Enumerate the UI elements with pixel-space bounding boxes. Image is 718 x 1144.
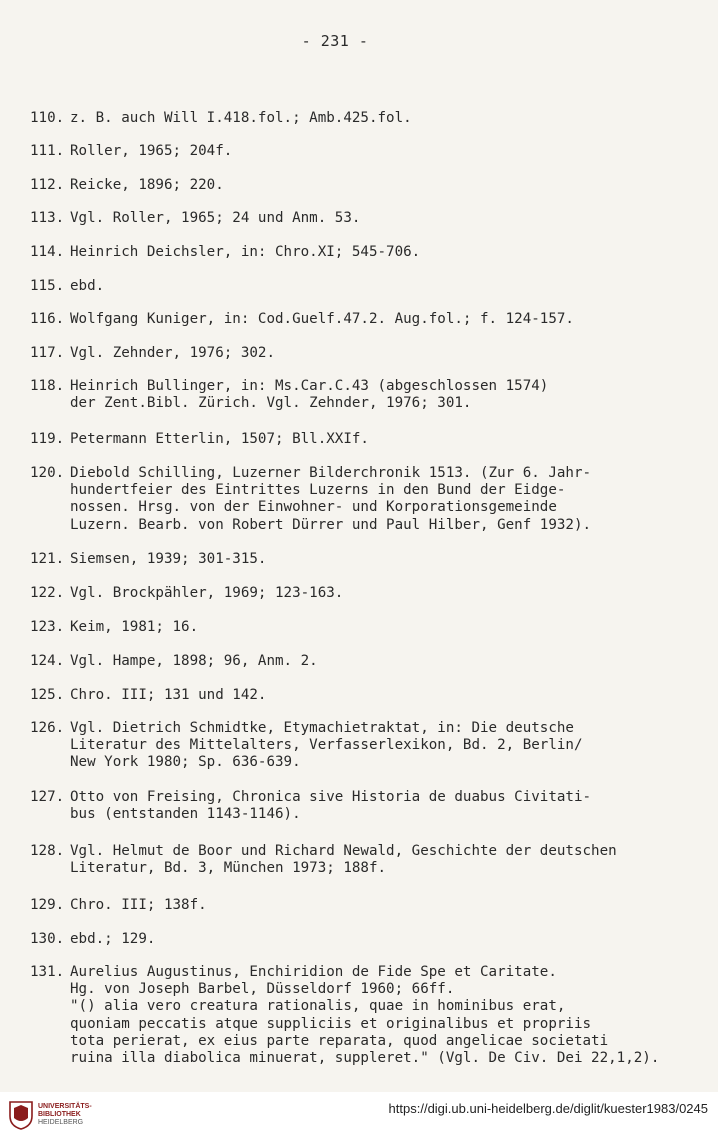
footnote-line: New York 1980; Sp. 636-639. <box>70 754 301 771</box>
footnote-117 <box>30 345 275 362</box>
footnote-126 <box>30 720 583 772</box>
footnote-text <box>70 687 266 704</box>
footnote-number: 120. <box>30 465 65 481</box>
footnote-line: Roller, 1965; 204f. <box>70 143 233 159</box>
footnote-number: 119. <box>30 431 65 447</box>
footnote-line: der Zent.Bibl. Zürich. Vgl. Zehnder, 1976; 301. <box>70 395 472 412</box>
footnote-number: 113. <box>30 210 65 226</box>
footnote-number: 129. <box>30 897 65 913</box>
footnote-number: 127. <box>30 789 65 805</box>
footnote-text <box>70 278 104 295</box>
footer-bar <box>0 1092 718 1144</box>
footnote-number: 122. <box>30 585 65 601</box>
footnote-number: 131. <box>30 964 65 980</box>
footnote-116 <box>30 311 574 328</box>
footnote-113 <box>30 210 360 227</box>
footnote-114 <box>30 244 420 261</box>
footnote-number: 125. <box>30 687 65 703</box>
footnote-121 <box>30 551 266 568</box>
footnote-131 <box>30 964 659 1067</box>
logo-line-1: UNIVERSITÄTS- <box>38 1103 92 1110</box>
footnote-line: Heinrich Bullinger, in: Ms.Car.C.43 (abgeschlossen 1574) <box>70 378 549 394</box>
footnote-line: Siemsen, 1939; 301-315. <box>70 551 267 567</box>
footnote-line: Petermann Etterlin, 1507; Bll.XXIf. <box>70 431 369 447</box>
footnote-text <box>70 585 343 602</box>
footnote-number: 124. <box>30 653 65 669</box>
footnote-line: Vgl. Dietrich Schmidtke, Etymachietraktat, in: Die deutsche <box>70 720 574 736</box>
library-logo[interactable] <box>8 1100 92 1130</box>
footnote-number: 130. <box>30 931 65 947</box>
footnote-text <box>70 244 420 261</box>
footnote-line: Heinrich Deichsler, in: Chro.XI; 545-706. <box>70 244 421 260</box>
footnote-text <box>70 653 318 670</box>
footnote-number: 115. <box>30 278 65 294</box>
footnote-line: Hg. von Joseph Barbel, Düsseldorf 1960; 66ff. <box>70 981 455 998</box>
footnote-line: ebd. <box>70 278 105 294</box>
footnote-line: Literatur, Bd. 3, München 1973; 188f. <box>70 860 387 877</box>
library-seal-icon <box>8 1100 34 1130</box>
footnote-text <box>70 378 548 412</box>
footnote-number: 116. <box>30 311 65 327</box>
footnote-line: z. B. auch Will I.418.fol.; Amb.425.fol. <box>70 110 412 126</box>
footnote-text <box>70 311 574 328</box>
footnote-line: Keim, 1981; 16. <box>70 619 199 635</box>
footnote-111 <box>30 143 232 160</box>
footnote-number: 111. <box>30 143 65 159</box>
footnote-line: Literatur des Mittelalters, Verfasserlexikon, Bd. 2, Berlin/ <box>70 737 583 754</box>
footnote-text <box>70 431 369 448</box>
footnote-120 <box>30 465 591 534</box>
footnote-line: tota perierat, ex eius parte reparata, quod angelicae societati <box>70 1032 609 1049</box>
footnote-line: bus (entstanden 1143-1146). <box>70 806 301 823</box>
footnote-number: 110. <box>30 110 65 126</box>
footnote-number: 112. <box>30 177 65 193</box>
footnote-line: Vgl. Hampe, 1898; 96, Anm. 2. <box>70 653 318 669</box>
footnote-number: 117. <box>30 345 65 361</box>
page-number: - 231 - <box>301 32 369 50</box>
footnote-line: ruina illa diabolica minuerat, suppleret." (Vgl. De Civ. Dei 22,1,2). <box>70 1050 660 1067</box>
footnote-text <box>70 110 412 127</box>
footnote-text <box>70 897 207 914</box>
footnote-text <box>70 465 591 534</box>
footnote-line: "() alia vero creatura rationalis, quae in hominibus erat, <box>70 998 566 1015</box>
footnote-number: 114. <box>30 244 65 260</box>
footnote-line: Aurelius Augustinus, Enchiridion de Fide Spe et Caritate. <box>70 964 557 980</box>
footnote-line: ebd.; 129. <box>70 931 156 947</box>
footnote-line: Vgl. Helmut de Boor und Richard Newald, Geschichte der deutschen <box>70 843 617 859</box>
footnote-119 <box>30 431 369 448</box>
footnote-text <box>70 210 360 227</box>
logo-line-2: BIBLIOTHEK <box>38 1111 81 1118</box>
footnote-line: quoniam peccatis atque suppliciis et originalibus et propriis <box>70 1015 592 1032</box>
footnote-130 <box>30 931 155 948</box>
footnote-line: Chro. III; 138f. <box>70 897 207 913</box>
library-logo-text <box>38 1103 92 1127</box>
footnote-line: Vgl. Brockpähler, 1969; 123-163. <box>70 585 344 601</box>
footnote-text <box>70 143 232 160</box>
footnote-text <box>70 551 266 568</box>
footnote-line: Luzern. Bearb. von Robert Dürrer und Paul Hilber, Genf 1932). <box>70 516 592 533</box>
footnote-line: hundertfeier des Eintrittes Luzerns in den Bund der Eidge- <box>70 482 566 499</box>
footnote-128 <box>30 843 617 877</box>
footnote-number: 123. <box>30 619 65 635</box>
footnote-115 <box>30 278 104 295</box>
footnote-text <box>70 964 659 1067</box>
footnote-124 <box>30 653 318 670</box>
footnote-112 <box>30 177 224 194</box>
footnote-line: Chro. III; 131 und 142. <box>70 687 267 703</box>
footnote-118 <box>30 378 548 412</box>
footnote-text <box>70 720 583 772</box>
footnote-text <box>70 931 155 948</box>
footnote-line: Vgl. Roller, 1965; 24 und Anm. 53. <box>70 210 361 226</box>
footnote-line: Reicke, 1896; 220. <box>70 177 224 193</box>
footnote-line: Wolfgang Kuniger, in: Cod.Guelf.47.2. Aug.fol.; f. 124-157. <box>70 311 574 327</box>
footnote-number: 121. <box>30 551 65 567</box>
footnote-text <box>70 619 198 636</box>
logo-line-3: HEIDELBERG <box>38 1119 84 1126</box>
footnote-122 <box>30 585 343 602</box>
footnote-number: 118. <box>30 378 65 394</box>
footnote-text <box>70 345 275 362</box>
footnote-123 <box>30 619 198 636</box>
footnote-number: 128. <box>30 843 65 859</box>
footnote-line: Vgl. Zehnder, 1976; 302. <box>70 345 275 361</box>
footnote-text <box>70 843 617 877</box>
footnote-text <box>70 789 591 823</box>
footnote-text <box>70 177 224 194</box>
footnote-127 <box>30 789 591 823</box>
footnote-125 <box>30 687 266 704</box>
footnote-number: 126. <box>30 720 65 736</box>
footnote-line: nossen. Hrsg. von der Einwohner- und Korporationsgemeinde <box>70 499 557 516</box>
footnote-line: Diebold Schilling, Luzerner Bilderchronik 1513. (Zur 6. Jahr- <box>70 465 592 481</box>
footnote-110 <box>30 110 412 127</box>
footnote-129 <box>30 897 207 914</box>
footnote-line: Otto von Freising, Chronica sive Historia de duabus Civitati- <box>70 789 592 805</box>
source-url-link[interactable]: https://digi.ub.uni-heidelberg.de/diglit/kuester1983/0245 <box>388 1101 708 1116</box>
